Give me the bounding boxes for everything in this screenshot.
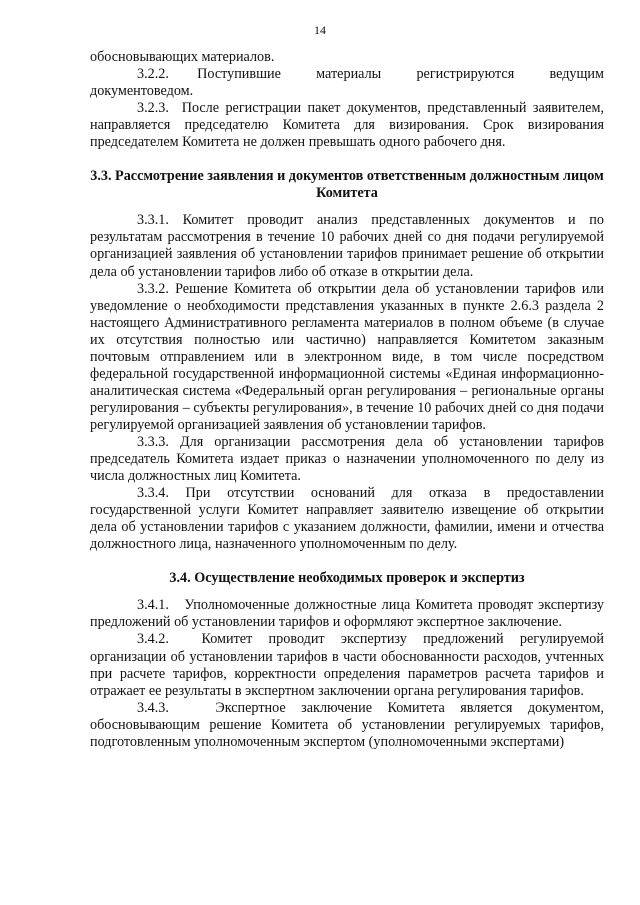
paragraph-continuation: обосновывающих материалов.	[90, 49, 275, 65]
paragraph-3-3-3: 3.3.3. Для организации рассмотрения дела об установлении тарифов председатель Комитета издает приказ о назначении уполномоченного по делу из числа должностных лиц Комитета.	[90, 433, 604, 485]
paragraph-3-2-3: 3.2.3. После регистрации пакет документов, представленный заявителем, направляется председателю Комитета для визирования. Срок визирования председателем Комитета не должен превышать одного рабочего дня.	[90, 100, 604, 151]
section-heading-3-4: 3.4. Осуществление необходимых проверок и экспертиз	[169, 570, 525, 587]
paragraph-3-3-4: 3.3.4. При отсутствии оснований для отказа в предоставлении государственной услуги Комитет направляет заявителю извещение об открытии дела об установлении тарифов с указанием должности, фамилии, имени и отчества должностного лица, назначенного уполномоченным по делу.	[90, 485, 604, 553]
paragraph-3-3-2: 3.3.2. Решение Комитета об открытии дела об установлении тарифов или уведомление о необходимости представления указанных в пункте 2.6.3 раздела 2 настоящего Административного регламента материалов в полном объеме (в случае их отсутствия полностью или частично) направляется Комитетом заказным почтовым отправлением или в электронном виде, в том числе посредством федеральной государственной информационной системы «Единая информационно-аналитическая система «Федеральный орган регулирования – региональные органы регулирования – субъекты регулирования», в течение 10 рабочих дней со дня подачи регулируемой организацией заявления об установлении тарифов.	[90, 280, 604, 433]
paragraph-3-4-3: 3.4.3. Экспертное заключение Комитета является документом, обосновывающим решение Комитета об установлении регулируемых тарифов, подготовленным уполномоченным экспертом (уполномоченными экспертами)	[90, 699, 604, 750]
section-heading-3-3: 3.3. Рассмотрение заявления и документов ответственным должностным лицом Комитета	[90, 168, 604, 202]
paragraph-3-4-1: 3.4.1. Уполномоченные должностные лица Комитета проводят экспертизу предложений об установлении тарифов и оформляют экспертное заключение.	[90, 597, 604, 631]
document-body	[90, 49, 604, 751]
paragraph-3-2-2: 3.2.2. Поступившие материалы регистрируются ведущим документоведом.	[90, 66, 604, 100]
page-number: 14	[314, 23, 326, 37]
paragraph-3-4-2: 3.4.2. Комитет проводит экспертизу предложений регулируемой организации об установлении тарифов в части обоснованности расходов, учтенных при расчете тарифов, корректности определения параметров расчета тарифов и отражает ее результаты в экспертном заключении органа регулирования тарифов.	[90, 631, 604, 699]
paragraph-3-3-1: 3.3.1. Комитет проводит анализ представленных документов и по результатам рассмотрения в течение 10 рабочих дней со дня подачи регулируемой организацией заявления об установлении тарифов принимает решение об открытии дела об установлении тарифов либо об отказе в открытии дела.	[90, 212, 604, 280]
